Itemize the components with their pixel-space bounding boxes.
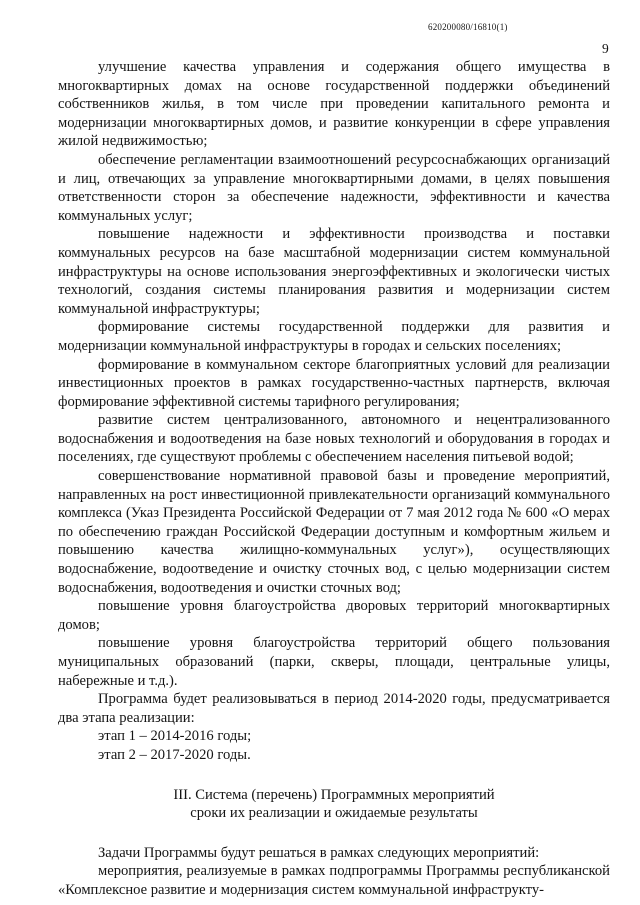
paragraph: мероприятия, реализуемые в рамках подпрограммы Программы республиканской «Комплексное развитие и модернизация систем коммунальной инфраструкту- — [58, 863, 610, 898]
paragraph: формирование в коммунальном секторе благоприятных условий для реализации инвестиционных проектов в рамках государственно-частных партнерств, включая формирование эффективной системы тарифного регулирования; — [58, 356, 610, 410]
paragraph: Программа будет реализовываться в период 2014-2020 годы, предусматривается два этапа реализации: — [58, 691, 610, 726]
paragraph: Задачи Программы будут решаться в рамках следующих мероприятий: — [98, 844, 540, 861]
section-heading-line: сроки их реализации и ожидаемые результаты — [190, 805, 478, 822]
stage-item: этап 1 – 2014-2016 годы; — [98, 728, 252, 745]
paragraph: повышение надежности и эффективности производства и поставки коммунальных ресурсов на базе масштабной модернизации систем коммунальной инфраструктуры на основе использования энергоэффективных и экологически чистых технологий, создания системы планирования развития и модернизации систем коммунальной инфраструктуры; — [58, 226, 610, 317]
paragraph: совершенствование нормативной правовой базы и проведение мероприятий, направленных на рост инвестиционной привлекательности организаций коммунального комплекса (Указ Президента Российской Федерации от 7 мая 2012 года № 600 «О мерах по обеспечению граждан Российской Федерации доступным и комфортным жильем и повышению качества жилищно-коммунальных услуг»), осуществляющих водоснабжение, водоотведение и очистку сточных вод, с целью модернизации систем водоснабжения, водоотведения и очистки сточных вод; — [58, 468, 610, 596]
paragraph: повышение уровня благоустройства территорий общего пользования муниципальных образований (парки, скверы, площади, центральные улицы, набережные и т.д.). — [58, 635, 610, 689]
paragraph: формирование системы государственной поддержки для развития и модернизации коммунальной инфраструктуры в городах и сельских поселениях; — [58, 319, 610, 354]
page-body — [58, 58, 610, 900]
page-number: 9 — [602, 41, 609, 56]
paragraph: обеспечение регламентации взаимоотношений ресурсоснабжающих организаций и лиц, отвечающих за управление многоквартирными домами, в целях повышения ответственности сторон за обеспечение надежности, эффективности и качества коммунальных услуг; — [58, 151, 610, 224]
section-heading — [58, 786, 610, 823]
paragraph: улучшение качества управления и содержания общего имущества в многоквартирных домах на основе государственной поддержки объединений собственников жилья, в том числе при проведении капитального ремонта и модернизации многоквартирных домов, и развитие конкуренции в сфере управления жилой недвижимостью; — [58, 59, 610, 150]
stage-item: этап 2 – 2017-2020 годы. — [98, 746, 251, 763]
paragraph: повышение уровня благоустройства дворовых территорий многоквартирных домов; — [58, 598, 610, 633]
document-id: 620200080/16810(1) — [428, 22, 508, 32]
section-heading-line: III. Система (перечень) Программных мероприятий — [173, 786, 495, 803]
paragraph: развитие систем централизованного, автономного и нецентрализованного водоснабжения и водоотведения на базе новых технологий и оборудования в городах и поселениях, где существуют проблемы с обеспечением населения питьевой водой; — [58, 412, 610, 466]
